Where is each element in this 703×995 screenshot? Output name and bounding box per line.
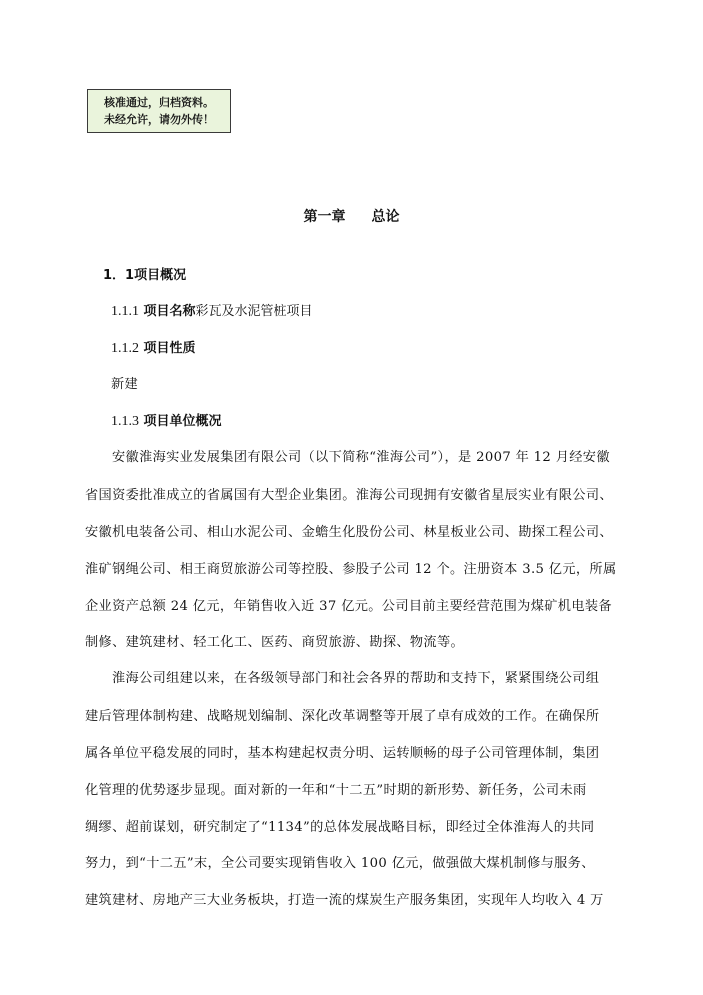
paragraph-line: 安徽淮海实业发展集团有限公司（以下简称“淮海公司”），是 2007 年 12 月经安徽 <box>112 450 610 465</box>
section-1-1-3-title: 项目单位概况 <box>143 414 222 429</box>
section-1-1-2-title: 项目性质 <box>143 341 196 356</box>
chapter-number: 第一章 <box>303 209 346 225</box>
section-1-1-heading <box>103 264 186 283</box>
paragraph-line: 绸缪、超前谋划，研究制定了“1134”的总体发展战略目标，即经过全体淮海人的共同 <box>85 820 595 835</box>
paragraph-line: 建后管理体制构建、战略规划编制、深化改革调整等开展了卓有成效的工作。在确保所 <box>85 709 600 724</box>
section-1-1-3-heading <box>111 410 222 430</box>
project-nature-value: 新建 <box>111 377 139 392</box>
paragraph-line: 属各单位平稳发展的同时，基本构建起权责分明、运转顺畅的母子公司管理体制，集团 <box>85 746 600 761</box>
paragraph-line: 省国资委批准成立的省属国有大型企业集团。淮海公司现拥有安徽省星辰实业有限公司、 <box>85 488 613 503</box>
approval-stamp <box>87 89 231 133</box>
section-1-1-2-heading <box>111 337 196 357</box>
paragraph-line: 淮海公司组建以来，在各级领导部门和社会各界的帮助和支持下，紧紧围绕公司组 <box>112 671 600 686</box>
section-1-1-2-number: 1.1.2 <box>111 341 139 356</box>
section-1-1-1-heading <box>111 300 313 320</box>
stamp-line-1: 核准通过，归档资料。 <box>104 96 214 109</box>
section-1-1-number: 1．1 <box>103 268 135 283</box>
section-1-1-title: 项目概况 <box>134 268 187 283</box>
paragraph-line: 制修、建筑建材、轻工化工、医药、商贸旅游、勘探、物流等。 <box>85 635 465 650</box>
project-name-value: 彩瓦及水泥管桩项目 <box>195 304 313 319</box>
stamp-line-2: 未经允许，请勿外传！ <box>104 113 214 126</box>
chapter-heading <box>0 206 703 226</box>
paragraph-line: 化管理的优势逐步显现。面对新的一年和“十二五”时期的新形势、新任务，公司未雨 <box>85 783 587 798</box>
paragraph-line: 企业资产总额 24 亿元，年销售收入近 37 亿元。公司目前主要经营范围为煤矿机电装备 <box>85 599 612 614</box>
paragraph-line: 淮矿钢绳公司、相王商贸旅游公司等控股、参股子公司 12 个。注册资本 3.5 亿元，所属 <box>85 562 617 577</box>
section-1-1-3-number: 1.1.3 <box>111 414 139 429</box>
section-1-1-1-title: 项目名称 <box>143 304 196 319</box>
section-1-1-1-number: 1.1.1 <box>111 304 139 319</box>
chapter-title: 总论 <box>371 209 400 225</box>
paragraph-line: 安徽机电装备公司、相山水泥公司、金蟾生化股份公司、林星板业公司、勘探工程公司、 <box>85 525 613 540</box>
paragraph-line: 建筑建材、房地产三大业务板块，打造一流的煤炭生产服务集团，实现年人均收入 4 万 <box>85 893 604 908</box>
paragraph-line: 努力，到“十二五”末，全公司要实现销售收入 100 亿元，做强做大煤机制修与服务、 <box>85 856 595 871</box>
